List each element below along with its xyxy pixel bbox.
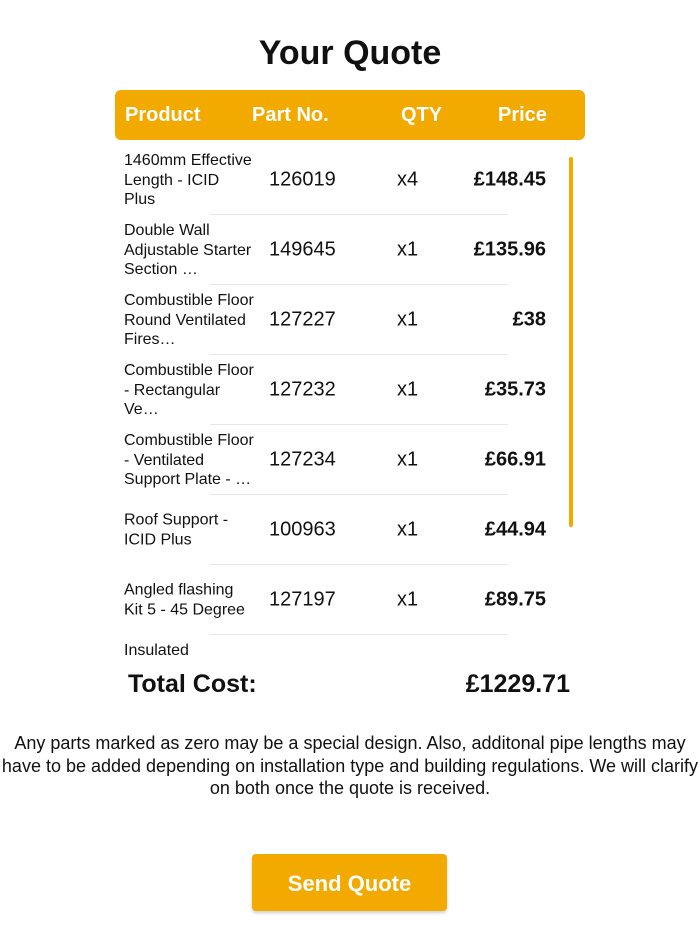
product-name: Combustible Floor - Ventilated Support Plate - … (124, 431, 254, 488)
part-number: 127197 (269, 588, 336, 611)
price: £89.75 (484, 588, 546, 611)
table-row (115, 355, 585, 425)
total-label: Total Cost: (128, 670, 257, 698)
product-name: Combustible Floor Round Ventilated Fires… (124, 291, 254, 348)
table-row (115, 285, 585, 355)
price: £44.94 (484, 518, 546, 541)
price: £38 (512, 308, 546, 331)
column-product: Product (125, 104, 201, 126)
part-number: 100963 (269, 518, 336, 541)
quantity: x1 (397, 448, 419, 471)
scrollbar[interactable] (569, 157, 573, 527)
part-number: 127234 (269, 448, 336, 471)
table-row (115, 145, 585, 215)
price: £66.91 (484, 448, 546, 471)
quantity: x1 (397, 378, 419, 401)
product-name: Combustible Floor - Rectangular Ve… (124, 361, 254, 418)
part-number: 127227 (269, 308, 336, 331)
quantity: x1 (397, 588, 419, 611)
price: £35.73 (484, 378, 546, 401)
part-number: 127232 (269, 378, 336, 401)
send-quote-button[interactable]: Send Quote (252, 854, 447, 911)
price: £135.96 (473, 238, 546, 261)
column-price: Price (498, 104, 547, 126)
product-name: Insulated (124, 642, 189, 659)
table-header (115, 90, 585, 140)
product-name: 1460mm Effective Length - ICID Plus (124, 151, 252, 208)
total-value: £1229.71 (465, 670, 570, 698)
part-number: 126019 (269, 168, 336, 191)
quantity: x1 (397, 308, 419, 331)
disclaimer-text: Any parts marked as zero may be a special design. Also, additonal pipe lengths may have to be added depending on installation type and building regulations. We will clarify on both once the quote is received. (1, 733, 699, 798)
total-row (128, 670, 570, 699)
column-part: Part No. (252, 104, 329, 126)
part-number: 149645 (269, 238, 336, 261)
column-qty: QTY (401, 104, 443, 126)
product-name: Roof Support - ICID Plus (124, 511, 229, 548)
quantity: x1 (397, 238, 419, 261)
quantity: x4 (397, 168, 419, 191)
page-title: Your Quote (258, 34, 442, 72)
product-name: Angled flashing Kit 5 - 45 Degree (124, 581, 245, 618)
quantity: x1 (397, 518, 419, 541)
price: £148.45 (473, 168, 546, 191)
table-row (115, 215, 585, 285)
table-row (115, 565, 585, 635)
table-row (115, 635, 585, 660)
quote-list[interactable] (115, 145, 585, 660)
table-row (115, 495, 585, 565)
table-row (115, 425, 585, 495)
product-name: Double Wall Adjustable Starter Section … (124, 221, 252, 278)
